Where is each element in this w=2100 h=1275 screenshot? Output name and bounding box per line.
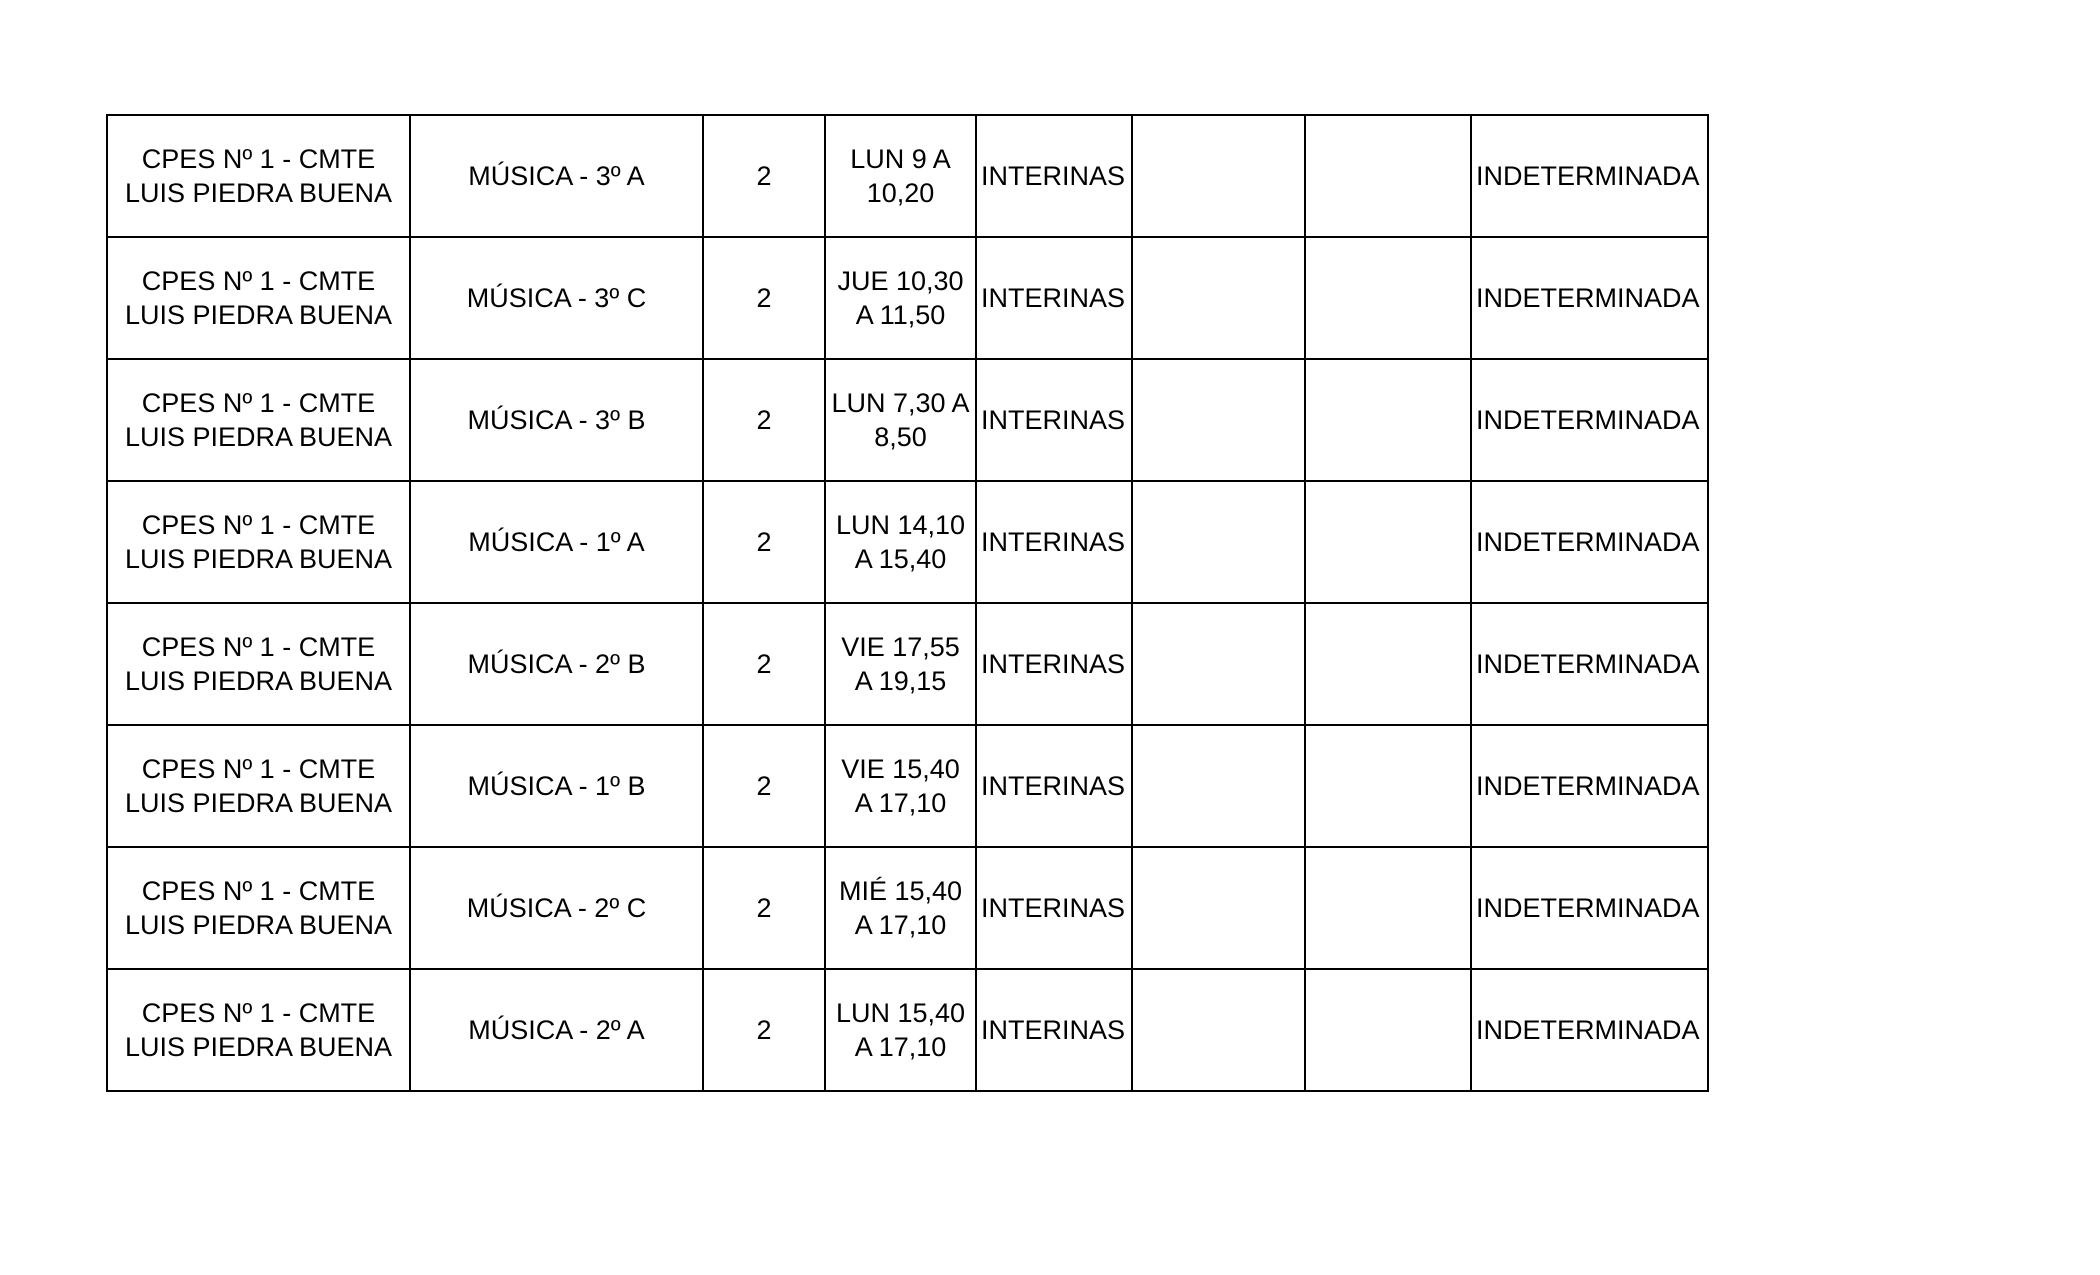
hours-cell-text: 2 [756,405,772,435]
schedule-cell [825,481,976,603]
type-cell [976,115,1132,237]
school-cell-text: CPES Nº 1 - CMTE LUIS PIEDRA BUENA [124,632,393,696]
type-cell-text: INTERINAS [981,527,1126,557]
duration-cell [1471,359,1708,481]
schedule-cell [825,115,976,237]
duration-cell-text: INDETERMINADA [1476,893,1700,923]
duration-cell-text: INDETERMINADA [1476,649,1700,679]
empty-cell [1132,359,1305,481]
table-row [107,847,1708,969]
duration-cell [1471,237,1708,359]
type-cell [976,603,1132,725]
schedule-cell [825,725,976,847]
empty-cell [1132,115,1305,237]
empty-cell [1305,603,1471,725]
school-cell [107,237,410,359]
hours-cell-text: 2 [756,893,772,923]
duration-cell [1471,725,1708,847]
subject-cell-text: MÚSICA - 2º B [467,649,646,679]
empty-cell [1305,481,1471,603]
hours-cell [703,237,825,359]
table-row [107,237,1708,359]
school-cell-text: CPES Nº 1 - CMTE LUIS PIEDRA BUENA [124,144,393,208]
schedule-cell [825,603,976,725]
hours-cell [703,115,825,237]
empty-cell [1132,969,1305,1091]
empty-cell [1305,359,1471,481]
empty-cell [1305,115,1471,237]
schedule-cell [825,847,976,969]
schedule-cell-text: LUN 15,40 A 17,10 [835,998,966,1062]
subject-cell [410,481,703,603]
type-cell-text: INTERINAS [981,771,1126,801]
subject-cell [410,359,703,481]
hours-cell-text: 2 [756,283,772,313]
subject-cell-text: MÚSICA - 3º B [467,405,646,435]
hours-cell-text: 2 [756,649,772,679]
school-cell-text: CPES Nº 1 - CMTE LUIS PIEDRA BUENA [124,998,393,1062]
type-cell [976,237,1132,359]
table-row [107,359,1708,481]
table-row [107,725,1708,847]
type-cell [976,725,1132,847]
hours-cell [703,359,825,481]
subject-cell-text: MÚSICA - 1º A [468,527,645,557]
duration-cell [1471,603,1708,725]
empty-cell [1132,847,1305,969]
type-cell [976,481,1132,603]
duration-cell-text: INDETERMINADA [1476,771,1700,801]
empty-cell [1132,237,1305,359]
subject-cell [410,725,703,847]
schedule-cell-text: VIE 17,55 A 19,15 [841,632,960,696]
hours-cell-text: 2 [756,527,772,557]
hours-cell [703,847,825,969]
table-row [107,481,1708,603]
empty-cell [1132,725,1305,847]
hours-cell-text: 2 [756,161,772,191]
duration-cell [1471,969,1708,1091]
hours-cell-text: 2 [756,771,772,801]
schedule-cell-text: MIÉ 15,40 A 17,10 [838,876,963,940]
empty-cell [1305,969,1471,1091]
empty-cell [1132,603,1305,725]
hours-cell [703,969,825,1091]
type-cell-text: INTERINAS [981,893,1126,923]
type-cell [976,847,1132,969]
schedule-cell-text: JUE 10,30 A 11,50 [837,266,964,330]
subject-cell-text: MÚSICA - 2º C [466,893,647,923]
schedule-cell [825,969,976,1091]
duration-cell-text: INDETERMINADA [1476,1015,1700,1045]
type-cell-text: INTERINAS [981,649,1126,679]
schedule-cell [825,359,976,481]
schedule-cell [825,237,976,359]
type-cell-text: INTERINAS [981,161,1126,191]
subject-cell [410,115,703,237]
positions-table [106,114,1709,1092]
hours-cell-text: 2 [756,1015,772,1045]
duration-cell-text: INDETERMINADA [1476,283,1700,313]
subject-cell [410,237,703,359]
type-cell-text: INTERINAS [981,405,1126,435]
empty-cell [1132,481,1305,603]
type-cell [976,359,1132,481]
duration-cell [1471,115,1708,237]
subject-cell-text: MÚSICA - 2º A [468,1015,645,1045]
hours-cell [703,725,825,847]
school-cell [107,359,410,481]
school-cell [107,481,410,603]
duration-cell-text: INDETERMINADA [1476,161,1700,191]
table-body [107,115,1708,1091]
table-row [107,115,1708,237]
schedule-cell-text: VIE 15,40 A 17,10 [841,754,960,818]
hours-cell [703,603,825,725]
subject-cell [410,969,703,1091]
duration-cell-text: INDETERMINADA [1476,527,1700,557]
duration-cell [1471,847,1708,969]
subject-cell-text: MÚSICA - 3º C [466,283,647,313]
subject-cell [410,847,703,969]
empty-cell [1305,237,1471,359]
type-cell-text: INTERINAS [981,283,1126,313]
school-cell-text: CPES Nº 1 - CMTE LUIS PIEDRA BUENA [124,754,393,818]
school-cell-text: CPES Nº 1 - CMTE LUIS PIEDRA BUENA [124,266,393,330]
subject-cell-text: MÚSICA - 1º B [467,771,646,801]
school-cell-text: CPES Nº 1 - CMTE LUIS PIEDRA BUENA [124,510,393,574]
schedule-cell-text: LUN 14,10 A 15,40 [835,510,966,574]
schedule-cell-text: LUN 9 A 10,20 [850,144,951,208]
school-cell-text: CPES Nº 1 - CMTE LUIS PIEDRA BUENA [124,876,393,940]
duration-cell-text: INDETERMINADA [1476,405,1700,435]
subject-cell-text: MÚSICA - 3º A [468,161,645,191]
type-cell [976,969,1132,1091]
school-cell [107,115,410,237]
table-row [107,603,1708,725]
subject-cell [410,603,703,725]
hours-cell [703,481,825,603]
type-cell-text: INTERINAS [981,1015,1126,1045]
school-cell [107,847,410,969]
table-row [107,969,1708,1091]
duration-cell [1471,481,1708,603]
empty-cell [1305,847,1471,969]
school-cell [107,969,410,1091]
school-cell-text: CPES Nº 1 - CMTE LUIS PIEDRA BUENA [124,388,393,452]
school-cell [107,603,410,725]
empty-cell [1305,725,1471,847]
schedule-cell-text: LUN 7,30 A 8,50 [831,388,970,452]
school-cell [107,725,410,847]
